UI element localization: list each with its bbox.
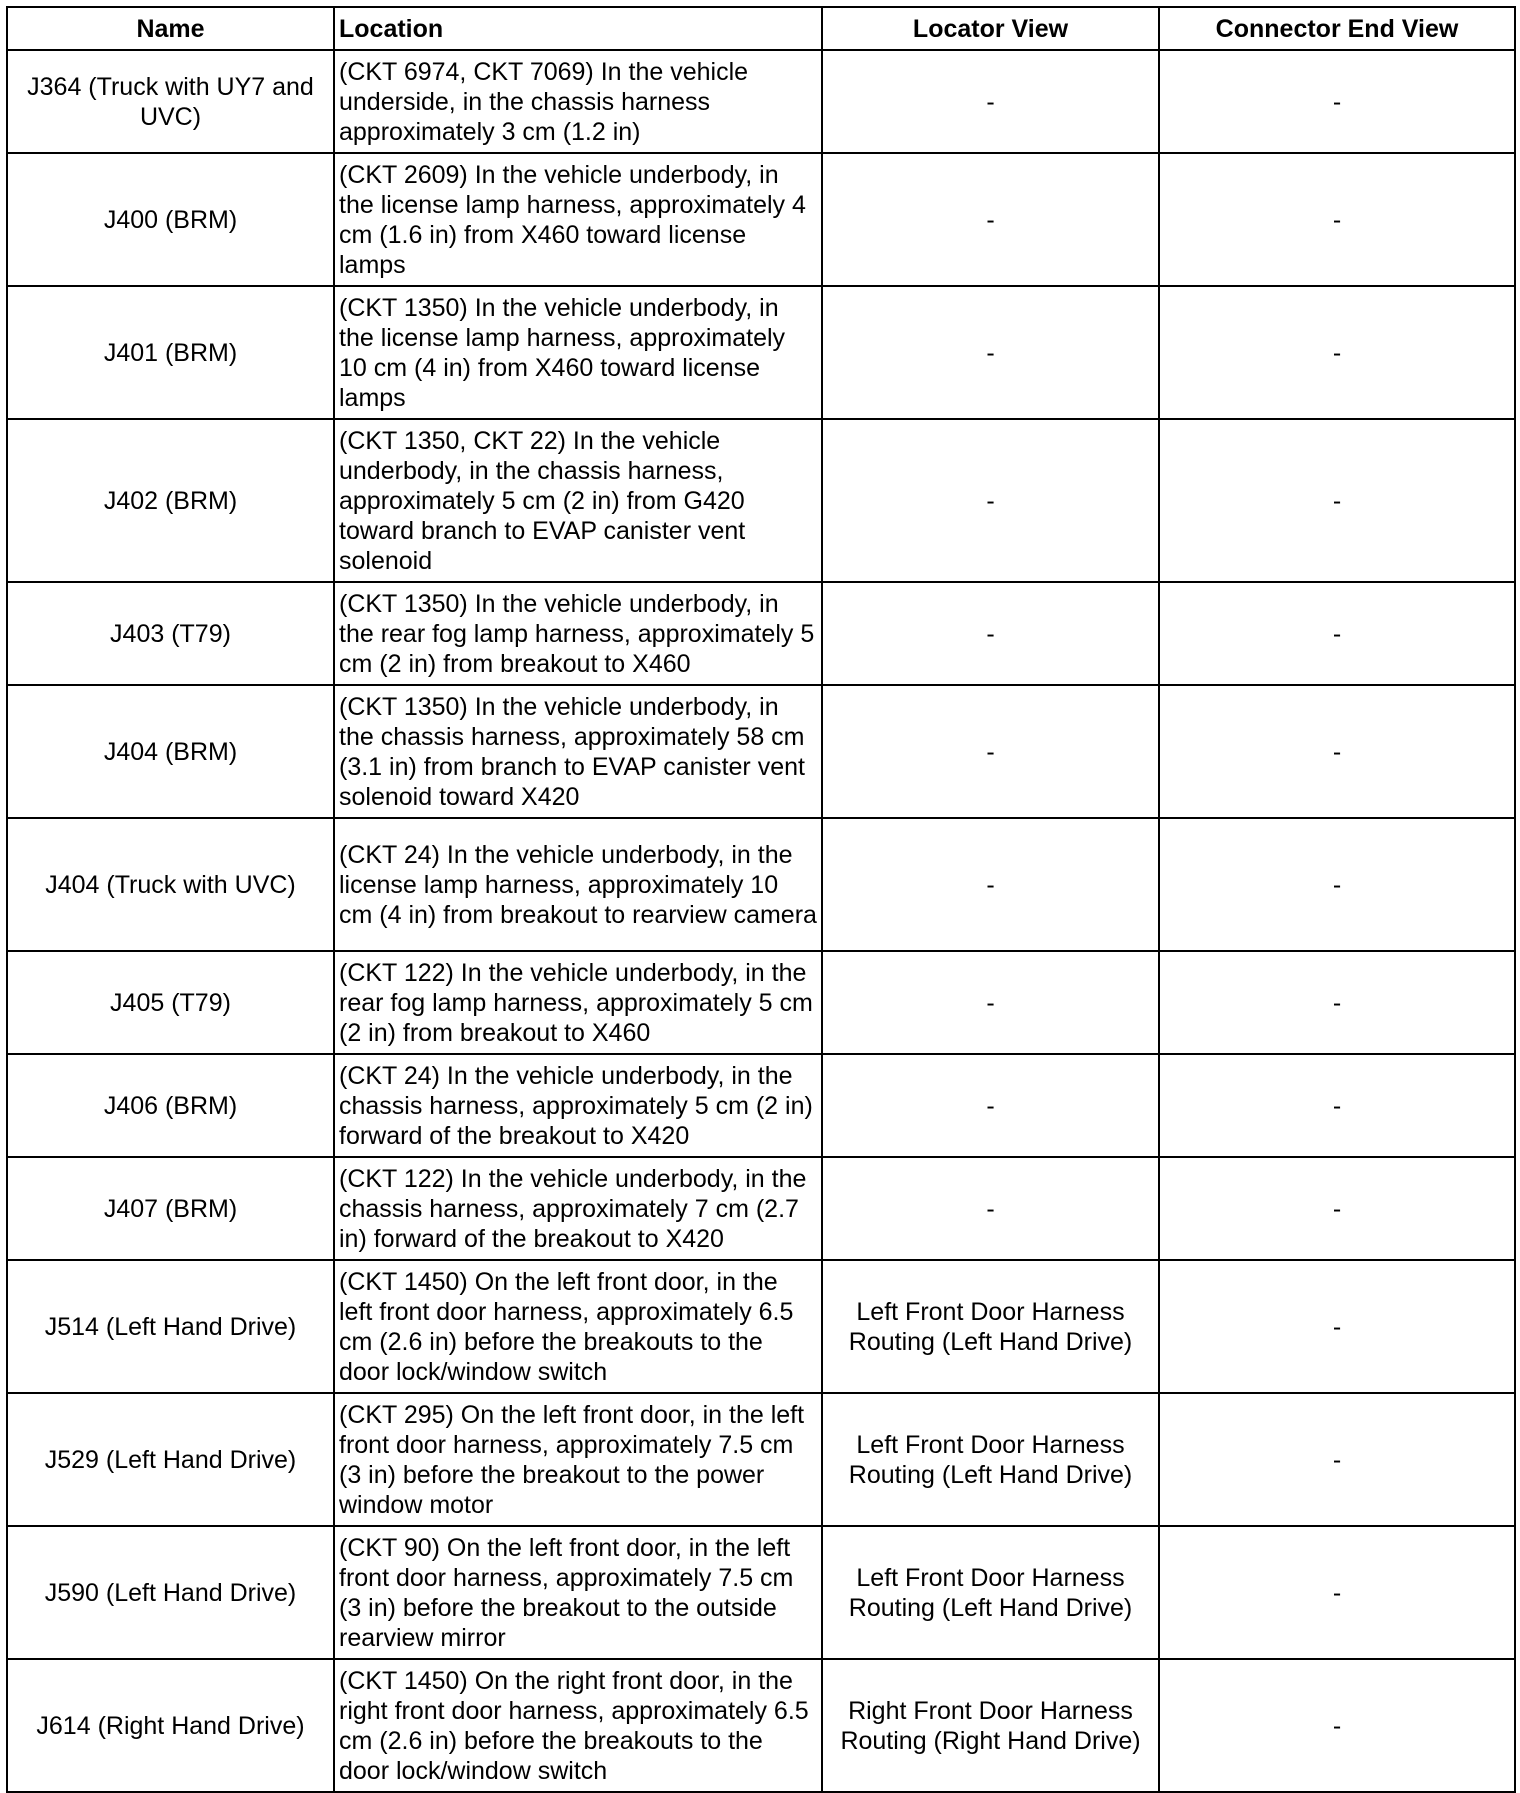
cell-connector-end-view: - <box>1159 1157 1515 1260</box>
table-row <box>7 818 1515 951</box>
table-row <box>7 1260 1515 1393</box>
cell-locator-view: Right Front Door Harness Routing (Right Hand Drive) <box>822 1659 1159 1792</box>
cell-location: (CKT 1450) On the left front door, in the left front door harness, approximately 6.5 cm (2.6 in) before the breakouts to the door lock/window switch <box>334 1260 822 1393</box>
cell-name: J400 (BRM) <box>7 153 334 286</box>
header-location: Location <box>334 7 822 50</box>
cell-name: J404 (Truck with UVC) <box>7 818 334 951</box>
cell-name: J406 (BRM) <box>7 1054 334 1157</box>
cell-locator-view: - <box>822 419 1159 582</box>
cell-locator-view: - <box>822 685 1159 818</box>
table-row <box>7 286 1515 419</box>
table-row <box>7 1393 1515 1526</box>
cell-location: (CKT 1450) On the right front door, in the right front door harness, approximately 6.5 cm (2.6 in) before the breakouts to the door lock/window switch <box>334 1659 822 1792</box>
header-locator-view: Locator View <box>822 7 1159 50</box>
cell-location: (CKT 1350) In the vehicle underbody, in the rear fog lamp harness, approximately 5 cm (2 in) from breakout to X460 <box>334 582 822 685</box>
cell-locator-view: - <box>822 951 1159 1054</box>
cell-location: (CKT 24) In the vehicle underbody, in the license lamp harness, approximately 10 cm (4 in) from breakout to rearview camera <box>334 818 822 951</box>
cell-name: J590 (Left Hand Drive) <box>7 1526 334 1659</box>
header-connector-end-view: Connector End View <box>1159 7 1515 50</box>
cell-location: (CKT 1350, CKT 22) In the vehicle underbody, in the chassis harness, approximately 5 cm (2 in) from G420 toward branch to EVAP canister vent solenoid <box>334 419 822 582</box>
cell-connector-end-view: - <box>1159 286 1515 419</box>
cell-locator-view: - <box>822 1054 1159 1157</box>
cell-location: (CKT 24) In the vehicle underbody, in the chassis harness, approximately 5 cm (2 in) forward of the breakout to X420 <box>334 1054 822 1157</box>
table-row <box>7 951 1515 1054</box>
cell-connector-end-view: - <box>1159 951 1515 1054</box>
table-row <box>7 1526 1515 1659</box>
table-header-row <box>7 7 1515 50</box>
cell-name: J614 (Right Hand Drive) <box>7 1659 334 1792</box>
cell-connector-end-view: - <box>1159 1526 1515 1659</box>
table-row <box>7 153 1515 286</box>
cell-location: (CKT 6974, CKT 7069) In the vehicle underside, in the chassis harness approximately 3 cm (1.2 in) <box>334 50 822 153</box>
cell-connector-end-view: - <box>1159 685 1515 818</box>
table-row <box>7 419 1515 582</box>
table-row <box>7 1157 1515 1260</box>
cell-locator-view: Left Front Door Harness Routing (Left Hand Drive) <box>822 1260 1159 1393</box>
cell-locator-view: Left Front Door Harness Routing (Left Hand Drive) <box>822 1526 1159 1659</box>
cell-connector-end-view: - <box>1159 582 1515 685</box>
table-row <box>7 50 1515 153</box>
cell-locator-view: - <box>822 1157 1159 1260</box>
cell-locator-view: Left Front Door Harness Routing (Left Hand Drive) <box>822 1393 1159 1526</box>
cell-connector-end-view: - <box>1159 1659 1515 1792</box>
cell-locator-view: - <box>822 818 1159 951</box>
cell-name: J404 (BRM) <box>7 685 334 818</box>
cell-connector-end-view: - <box>1159 50 1515 153</box>
cell-connector-end-view: - <box>1159 1393 1515 1526</box>
cell-location: (CKT 2609) In the vehicle underbody, in the license lamp harness, approximately 4 cm (1.6 in) from X460 toward license lamps <box>334 153 822 286</box>
cell-locator-view: - <box>822 582 1159 685</box>
table-row <box>7 582 1515 685</box>
cell-locator-view: - <box>822 50 1159 153</box>
cell-name: J364 (Truck with UY7 and UVC) <box>7 50 334 153</box>
cell-connector-end-view: - <box>1159 153 1515 286</box>
cell-name: J401 (BRM) <box>7 286 334 419</box>
splice-location-table <box>6 6 1516 1793</box>
cell-name: J514 (Left Hand Drive) <box>7 1260 334 1393</box>
cell-name: J407 (BRM) <box>7 1157 334 1260</box>
cell-connector-end-view: - <box>1159 1260 1515 1393</box>
cell-location: (CKT 1350) In the vehicle underbody, in the license lamp harness, approximately 10 cm (4 in) from X460 toward license lamps <box>334 286 822 419</box>
cell-location: (CKT 122) In the vehicle underbody, in the rear fog lamp harness, approximately 5 cm (2 in) from breakout to X460 <box>334 951 822 1054</box>
cell-locator-view: - <box>822 286 1159 419</box>
cell-name: J529 (Left Hand Drive) <box>7 1393 334 1526</box>
table-row <box>7 1054 1515 1157</box>
cell-location: (CKT 122) In the vehicle underbody, in the chassis harness, approximately 7 cm (2.7 in) forward of the breakout to X420 <box>334 1157 822 1260</box>
cell-connector-end-view: - <box>1159 419 1515 582</box>
table-body <box>7 50 1515 1792</box>
table-row <box>7 1659 1515 1792</box>
cell-name: J403 (T79) <box>7 582 334 685</box>
cell-name: J405 (T79) <box>7 951 334 1054</box>
cell-connector-end-view: - <box>1159 1054 1515 1157</box>
header-name: Name <box>7 7 334 50</box>
table-row <box>7 685 1515 818</box>
cell-location: (CKT 90) On the left front door, in the left front door harness, approximately 7.5 cm (3 in) before the breakout to the outside rearview mirror <box>334 1526 822 1659</box>
cell-location: (CKT 295) On the left front door, in the left front door harness, approximately 7.5 cm (3 in) before the breakout to the power window motor <box>334 1393 822 1526</box>
cell-name: J402 (BRM) <box>7 419 334 582</box>
cell-locator-view: - <box>822 153 1159 286</box>
cell-connector-end-view: - <box>1159 818 1515 951</box>
cell-location: (CKT 1350) In the vehicle underbody, in the chassis harness, approximately 58 cm (3.1 in) from branch to EVAP canister vent solenoid toward X420 <box>334 685 822 818</box>
